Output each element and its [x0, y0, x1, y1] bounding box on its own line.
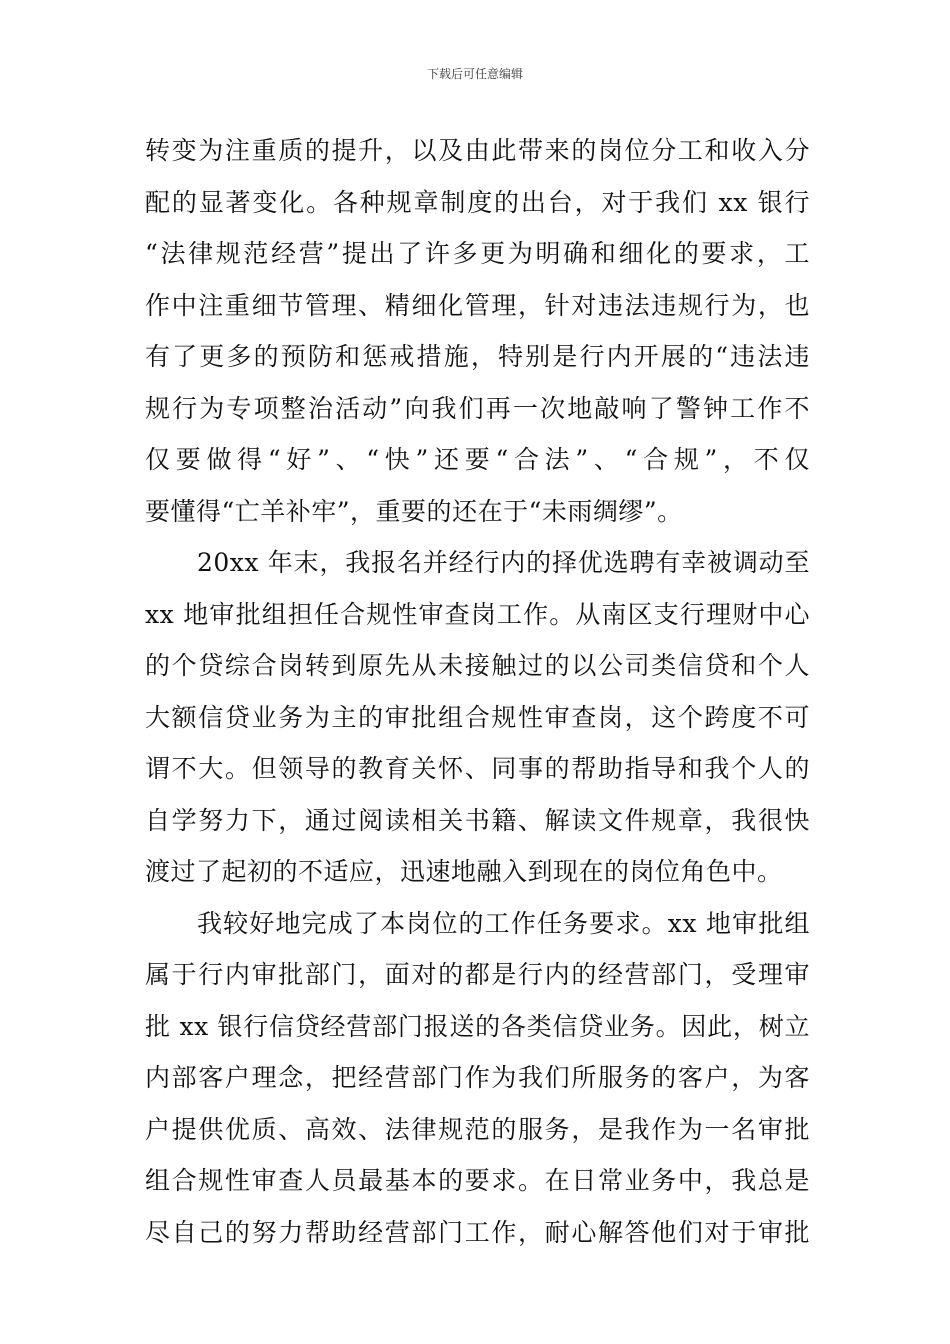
text-line: 大额信贷业务为主的审批组合规性审查岗，这个跨度不可 — [145, 702, 810, 732]
text-line: xx 地审批组担任合规性审查岗工作。从南区支行理财中心 — [145, 599, 810, 629]
text-line: 要懂得“亡羊补牢”，重要的还在于“未雨绸缪”。 — [145, 496, 683, 526]
paragraph-3 — [145, 898, 810, 1259]
text-line: 内部客户理念，把经营部门作为我们所服务的客户，为客 — [145, 1063, 810, 1092]
page-header: 下载后可任意编辑 — [426, 67, 523, 81]
text-line: 20xx 年末，我报名并经行内的择优选聘有幸被调动至 — [197, 548, 810, 577]
text-line: 尽自己的努力帮助经营部门工作，耐心解答他们对于审批 — [145, 1217, 810, 1247]
text-line: 规行为专项整治活动”向我们再一次地敲响了警钟工作不 — [145, 393, 810, 423]
paragraph-1 — [145, 125, 810, 537]
text-line: 配的显著变化。各种规章制度的出台，对于我们 xx 银行 — [145, 187, 810, 217]
text-line: 转变为注重质的提升，以及由此带来的岗位分工和收入分 — [145, 136, 810, 165]
text-line: 谓不大。但领导的教育关怀、同事的帮助指导和我个人的 — [145, 754, 810, 783]
text-line: 作中注重细节管理、精细化管理，针对违法违规行为，也 — [145, 290, 810, 320]
text-line: 仅要做得“好”、“快”还要“合法”、“合规”，不仅 — [145, 445, 810, 474]
text-line: 属于行内审批部门，面对的都是行内的经营部门，受理审 — [145, 960, 810, 989]
text-line: 我较好地完成了本岗位的工作任务要求。xx 地审批组 — [197, 908, 810, 938]
paragraph-2 — [145, 537, 810, 898]
text-line: “法律规范经营”提出了许多更为明确和细化的要求，工 — [145, 239, 810, 268]
text-line: 批 xx 银行信贷经营部门报送的各类信贷业务。因此，树立 — [145, 1011, 810, 1041]
text-line: 的个贷综合岗转到原先从未接触过的以公司类信贷和个人 — [145, 651, 810, 680]
text-line: 自学努力下，通过阅读相关书籍、解读文件规章，我很快 — [145, 805, 810, 835]
document-body — [145, 125, 810, 1258]
text-line: 有了更多的预防和惩戒措施，特别是行内开展的“违法违 — [145, 342, 810, 371]
text-line: 组合规性审查人员最基本的要求。在日常业务中，我总是 — [145, 1166, 810, 1195]
text-line: 渡过了起初的不适应，迅速地融入到现在的岗位角色中。 — [145, 857, 783, 886]
text-line: 户提供优质、高效、法律规范的服务，是我作为一名审批 — [145, 1114, 810, 1144]
